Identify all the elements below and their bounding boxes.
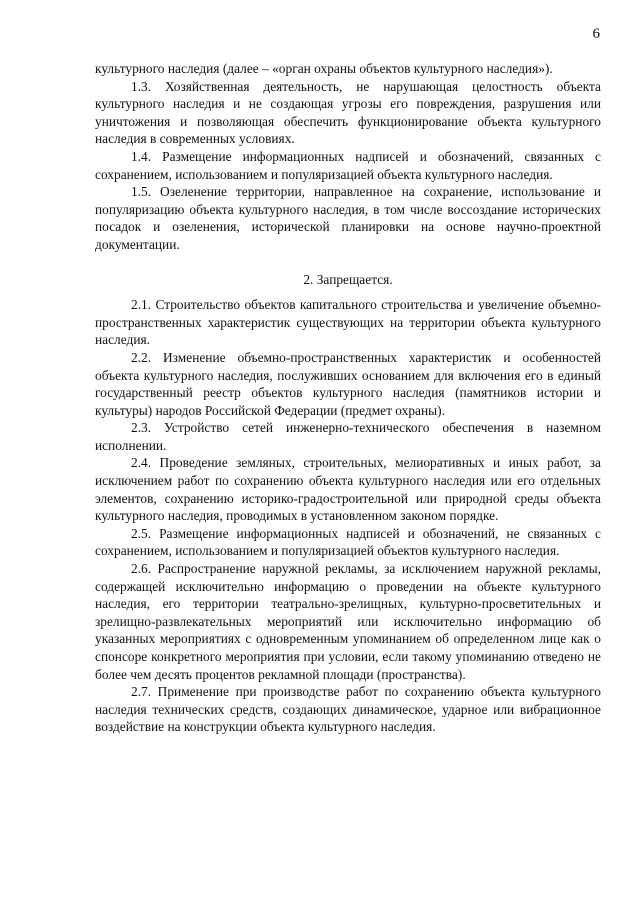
paragraph-2-1: 2.1. Строительство объектов капитального строительства и увеличение объемно-пространственных характеристик существующих на территории объекта культурного наследия. <box>95 297 601 348</box>
paragraph-2-5: 2.5. Размещение информационных надписей и обозначений, не связанных с сохранением, использованием и популяризацией объектов культурного наследия. <box>95 525 601 559</box>
paragraph-2-3: 2.3. Устройство сетей инженерно-технического обеспечения в наземном исполнении. <box>95 420 601 453</box>
paragraph-1-4: 1.4. Размещение информационных надписей и обозначений, связанных с сохранением, использованием и популяризацией объекта культурного наследия. <box>95 148 601 182</box>
document-body <box>95 60 601 736</box>
section-2-heading: 2. Запрещается. <box>303 271 393 287</box>
page-number: 6 <box>592 26 600 42</box>
paragraph-2-7: 2.7. Применение при производстве работ по сохранению объекта культурного наследия технических средств, создающих динамическое, ударное или вибрационное воздействие на конструкции объекта культурного наследия. <box>95 684 601 735</box>
paragraph-1-2-tail: культурного наследия (далее – «орган охраны объектов культурного наследия»). <box>95 61 553 76</box>
paragraph-2-4: 2.4. Проведение земляных, строительных, мелиоративных и иных работ, за исключением работ по сохранению объекта культурного наследия или его отдельных элементов, сохранению историко-градостроительной или природной среды объекта культурного наследия, проводимых в установленном законом порядке. <box>95 455 601 524</box>
paragraph-2-6: 2.6. Распространение наружной рекламы, за исключением наружной рекламы, содержащей исключительно информацию о проведении на объекте культурного наследия, его территории театрально-зрелищных, культурно-просветительных и зрелищно-развлекательных мероприятий или исключительно информацию об указанных мероприятиях с одновременным упоминанием об определенном лице как о спонсоре конкретного мероприятия при условии, если такому упоминанию отведено не более чем десять процентов рекламной площади (пространства). <box>95 561 601 682</box>
paragraph-1-3: 1.3. Хозяйственная деятельность, не нарушающая целостность объекта культурного наследия и не создающая угрозы его повреждения, разрушения или уничтожения и позволяющая обеспечить функционирование объекта культурного наследия в современных условиях. <box>95 78 601 147</box>
paragraph-2-2: 2.2. Изменение объемно-пространственных характеристик и особенностей объекта культурного наследия, послуживших основанием для включения его в единый государственный реестр объектов культурного наследия (памятников истории и культуры) народов Российской Федерации (предмет охраны). <box>95 349 601 418</box>
paragraph-1-5: 1.5. Озеленение территории, направленное на сохранение, использование и популяризацию объекта культурного наследия, в том числе воссоздание исторических посадок и озеленения, исторической планировки на основе научно-проектной документации. <box>95 184 601 252</box>
